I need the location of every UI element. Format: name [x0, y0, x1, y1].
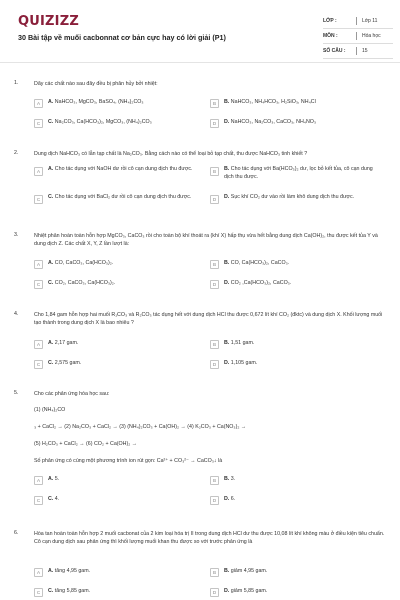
question-number: 6.: [14, 530, 19, 536]
answer-text: Cho tác dụng với BaCl₂ dư rồi cô cạn dung dịch thu được.: [54, 194, 192, 200]
reaction-line-3: (5) H₂CO₃ + CaCl₂ → (6) CO₂ + Ca(OH)₂ →: [34, 441, 138, 447]
answer-letter-box: A: [34, 167, 43, 176]
answer-letter-box: D: [210, 588, 219, 597]
meta-row-class: [323, 14, 393, 29]
answer-text: 2,17 gam.: [54, 340, 79, 347]
answer-letter-box: C: [34, 360, 43, 369]
answer-label: C.: [48, 360, 54, 367]
answer-label: A.: [48, 166, 54, 172]
question-text: Dung dịch NaHCO₃ có lẫn tạp chất là Na₂CO₃. Bằng cách nào có thể loại bỏ tạp chất, thu được NaHCO₃ tinh khiết ?: [34, 151, 308, 157]
answer-letter-box: D: [210, 119, 219, 128]
reaction-line-2: ₃ + CaCl₂ → (2) Na₂CO₃ + CaCl₂ → (3) (NH₄)₂CO₃ + Ca(OH)₂ → (4) K₂CO₃ + Ca(NO₃)₂ →: [34, 424, 247, 430]
answer-d[interactable]: [210, 117, 316, 129]
answer-b[interactable]: [210, 474, 235, 486]
answer-text: CO₂ ,Ca(HCO₃)₂, CaCO₃.: [230, 280, 292, 287]
answer-text: tăng 5,85 gam.: [54, 588, 91, 595]
answer-letter-box: C: [34, 496, 43, 505]
answer-d[interactable]: [210, 194, 382, 214]
answer-d[interactable]: [210, 278, 291, 290]
question-text: Dãy các chất nào sau đây đều bị phân hủy bởi nhiệt:: [34, 81, 158, 87]
answer-text: Sục khí CO₂ dư vào rồi làm khô dung dịch thu được.: [230, 194, 355, 200]
answer-label: B.: [224, 568, 230, 575]
question-text: Nhiệt phân hoàn toàn hỗn hợp MgCO₃, CaCO₃ rồi cho toàn bộ khí thoát ra (khí X) hấp thụ vừa hết bằng dung dịch Ca(OH)₂, thu được kết tủa Y và dung dịch Z. Các chất X, Y, Z lần lượt là:: [34, 233, 378, 247]
answer-letter-box: B: [210, 99, 219, 108]
answer-label: B.: [224, 260, 230, 267]
answer-b[interactable]: [210, 258, 289, 270]
answer-label: D.: [224, 360, 230, 367]
answer-b[interactable]: [210, 97, 316, 109]
meta-value: Hóa học: [362, 33, 381, 39]
answer-text: 2,575 gam.: [54, 360, 82, 367]
answer-label: B.: [224, 166, 230, 172]
answer-label: A.: [48, 99, 54, 106]
answer-letter-box: D: [210, 280, 219, 289]
answer-letter-box: A: [34, 99, 43, 108]
answer-label: B.: [224, 476, 230, 483]
answer-text: CO, CaCO₃, Ca(HCO₃)₂.: [54, 260, 114, 267]
question-text: Cho 1,84 gam hỗn hợp hai muối R₁CO₃ và R₂CO₃ tác dụng hết với dung dịch HCl thu được 0,672 lít khí CO₂ (đktc) và dung dịch X. Khối lượng muối tạo thành trong dung dịch X là bao nhiêu ?: [34, 312, 383, 326]
answer-letter-box: D: [210, 496, 219, 505]
answer-c[interactable]: [34, 117, 152, 129]
quizizz-logo[interactable]: QUIZIZZ: [18, 14, 79, 29]
question-number: 3.: [14, 232, 19, 238]
answer-label: C.: [48, 280, 54, 287]
question-prompt: Số phản ứng có cùng một phương trình ion rút gọn: Ca²⁺ + CO₃²⁻ → CaCO₃↓ là: [34, 458, 223, 464]
meta-label: LỚP :: [323, 18, 337, 24]
answer-label: B.: [224, 340, 230, 347]
answer-label: D.: [224, 280, 230, 287]
answer-c[interactable]: [34, 358, 81, 370]
answer-letter-box: C: [34, 119, 43, 128]
answer-c[interactable]: [34, 278, 115, 290]
answer-text: tăng 4,95 gam.: [54, 568, 91, 575]
answer-text: 6.: [230, 496, 236, 503]
answer-label: C.: [48, 194, 54, 200]
answer-label: A.: [48, 260, 54, 267]
worksheet-header: [0, 0, 400, 62]
meta-value: Lớp 11: [362, 18, 378, 24]
answer-letter-box: A: [34, 476, 43, 485]
answer-text: 1,105 gam.: [230, 360, 258, 367]
answer-b[interactable]: [210, 166, 382, 186]
answer-letter-box: A: [34, 260, 43, 269]
answer-label: A.: [48, 340, 54, 347]
answer-text: 3.: [230, 476, 236, 483]
answer-letter-box: A: [34, 568, 43, 577]
meta-row-subject: [323, 29, 393, 44]
meta-row-count: [323, 44, 393, 59]
answer-text: giảm 5,85 gam.: [230, 588, 268, 595]
answer-letter-box: C: [34, 588, 43, 597]
answer-d[interactable]: [210, 586, 267, 598]
question-text: Cho các phản ứng hóa học sau:: [34, 391, 110, 397]
answer-b[interactable]: [210, 566, 267, 578]
answer-letter-box: C: [34, 280, 43, 289]
answer-d[interactable]: [210, 358, 257, 370]
answer-letter-box: C: [34, 195, 43, 204]
answer-a[interactable]: [34, 474, 59, 486]
answer-label: C.: [48, 119, 54, 126]
answer-a[interactable]: [34, 97, 144, 109]
answer-label: D.: [224, 496, 230, 503]
answer-c[interactable]: [34, 494, 59, 506]
answer-text: 4.: [54, 496, 60, 503]
answer-text: 5.: [54, 476, 60, 483]
answer-label: D.: [224, 588, 230, 595]
answer-a[interactable]: [34, 338, 78, 350]
header-divider: [0, 62, 400, 63]
worksheet-title: 30 Bài tập về muối cacbonnat cơ bản cực hay có lời giải (P1): [18, 33, 226, 42]
question-number: 4.: [14, 311, 19, 317]
answer-c[interactable]: [34, 586, 90, 598]
question-number: 1.: [14, 80, 19, 86]
question-text: Hòa tan hoàn toàn hỗn hợp 2 muối cacbonat của 2 kim loại hóa trị II trong dung dịch HCl dư thu được 10,08 lít khí không màu ở điều kiện tiêu chuẩn. Cô cạn dung dịch sau phản ứng thì khối lượng muối khan thu được so với trước phản ứng là: [34, 531, 385, 545]
answer-label: D.: [224, 119, 230, 126]
meta-label: MÔN :: [323, 33, 338, 39]
meta-divider: [356, 47, 357, 55]
meta-table: [323, 14, 393, 59]
answer-text: 1,51 gam.: [230, 340, 255, 347]
answer-text: NaHCO₃, MgCO₃, BaSO₄, (NH₄)₂CO₃: [54, 99, 144, 106]
meta-label: SỐ CÂU :: [323, 48, 346, 54]
answer-letter-box: B: [210, 260, 219, 269]
answer-label: A.: [48, 476, 54, 483]
answer-text: Na₂CO₃, Ca(HCO₃)₂, MgCO₃, (NH₄)₂CO₃: [54, 119, 152, 126]
answer-c[interactable]: [34, 194, 204, 214]
answer-label: A.: [48, 568, 54, 575]
meta-divider: [356, 17, 357, 25]
answer-label: C.: [48, 588, 54, 595]
answer-text: giảm 4,95 gam.: [230, 568, 268, 575]
answer-text: NaHCO₃, Na₂CO₃, CaCO₃, NH₄NO₃: [230, 119, 317, 126]
question-number: 2.: [14, 150, 19, 156]
answer-text: CO, Ca(HCO₃)₂, CaCO₃.: [230, 260, 290, 267]
answer-letter-box: A: [34, 340, 43, 349]
answer-a[interactable]: [34, 566, 90, 578]
answer-text: NaHCO₃, NH₄HCO₃, H₂SiO₃, NH₄Cl: [230, 99, 316, 106]
meta-value: 15: [362, 48, 368, 54]
answer-b[interactable]: [210, 338, 254, 350]
answer-letter-box: B: [210, 476, 219, 485]
answer-a[interactable]: [34, 258, 113, 270]
answer-letter-box: B: [210, 340, 219, 349]
answer-d[interactable]: [210, 494, 235, 506]
answer-letter-box: D: [210, 360, 219, 369]
meta-divider: [356, 32, 357, 40]
reaction-line-1: (1) (NH₄)₂CO: [34, 407, 66, 413]
answer-text: Cho tác dụng với Ba(HCO₃)₂ dư, lọc bỏ kết tủa, cô cạn dung dịch thu được.: [224, 166, 373, 180]
answer-text: Cho tác dụng với NaOH dư rồi cô cạn dung dịch thu được.: [54, 166, 193, 172]
question-number: 5.: [14, 390, 19, 396]
answer-label: C.: [48, 496, 54, 503]
answer-text: CO₂, CaCO₃, Ca(HCO₃)₂.: [54, 280, 116, 287]
answer-a[interactable]: [34, 166, 204, 186]
answer-label: B.: [224, 99, 230, 106]
answer-letter-box: B: [210, 167, 219, 176]
answer-letter-box: B: [210, 568, 219, 577]
answer-label: D.: [224, 194, 230, 200]
answer-letter-box: D: [210, 195, 219, 204]
